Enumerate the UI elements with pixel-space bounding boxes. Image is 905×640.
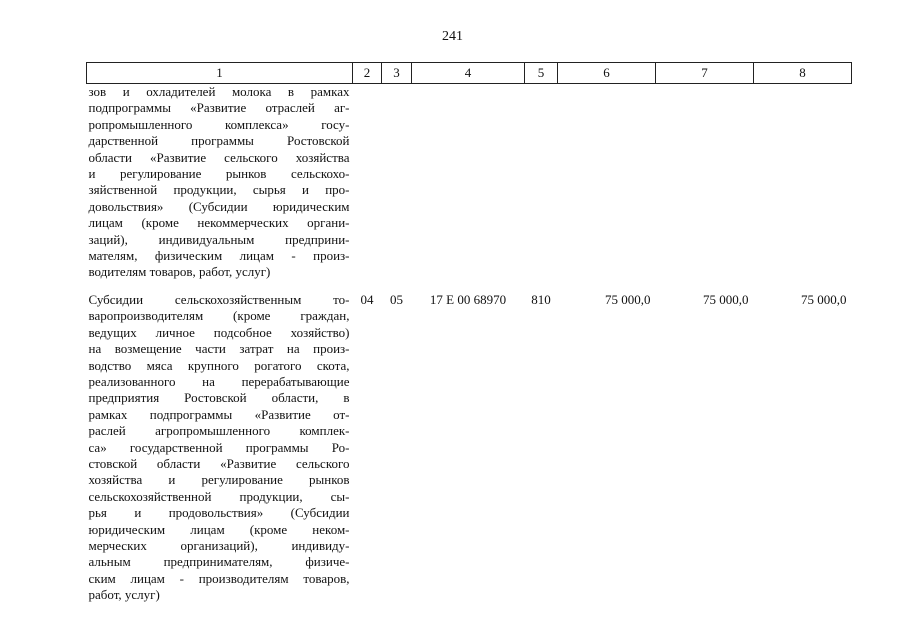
description-line: Субсидии сельскохозяйственным то- bbox=[88, 291, 350, 307]
cell-rz: 04 bbox=[360, 291, 374, 307]
cell-sum-2: 75 000,0 bbox=[703, 291, 749, 307]
description-line: мерческих организаций), индивиду- bbox=[88, 537, 350, 553]
row-description bbox=[87, 84, 353, 285]
row-description bbox=[87, 285, 353, 604]
description-line: рамках подпрограммы «Развитие от- bbox=[88, 406, 350, 422]
description-line: рья и продовольствия» (Субсидии bbox=[88, 505, 350, 521]
table-row bbox=[87, 285, 852, 604]
description-line: водителям товаров, работ, услуг) bbox=[88, 264, 271, 280]
description-line: предприятия Ростовской области, в bbox=[88, 390, 350, 406]
description-line: области «Развитие сельского хозяйства bbox=[88, 149, 350, 165]
header-col-1: 1 bbox=[87, 63, 353, 84]
cell-pr bbox=[382, 84, 412, 285]
description-line: подпрограммы «Развитие отраслей аг- bbox=[88, 100, 350, 116]
description-line: на возмещение части затрат на произ- bbox=[88, 341, 350, 357]
header-col-3: 3 bbox=[382, 63, 412, 84]
description-line: мателям, физическим лицам - произ- bbox=[88, 248, 350, 264]
description-line: юридическим лицам (кроме неком- bbox=[88, 521, 350, 537]
description-line: зяйственной продукции, сырья и про- bbox=[88, 182, 350, 198]
description-line: и регулирование рынков сельскохо- bbox=[88, 166, 350, 182]
table-row bbox=[87, 84, 852, 285]
cell-rz bbox=[353, 84, 382, 285]
cell-sum-3: 75 000,0 bbox=[801, 291, 847, 307]
description-line: дарственной программы Ростовской bbox=[88, 133, 350, 149]
description-line: лицам (кроме некоммерческих органи- bbox=[88, 215, 350, 231]
header-col-5: 5 bbox=[525, 63, 558, 84]
description-line: работ, услуг) bbox=[88, 587, 160, 603]
description-line: заций), индивидуальным предприни- bbox=[88, 231, 350, 247]
header-col-4: 4 bbox=[412, 63, 525, 84]
description-line: реализованного на перерабатывающие bbox=[88, 373, 350, 389]
description-line: ским лицам - производителям товаров, bbox=[88, 570, 350, 586]
description-line: ропромышленного комплекса» госу- bbox=[88, 116, 350, 132]
budget-table bbox=[86, 62, 852, 604]
cell-sum-1: 75 000,0 bbox=[605, 291, 651, 307]
description-line: альным предпринимателям, физиче- bbox=[88, 554, 350, 570]
cell-csr: 17 Е 00 68970 bbox=[429, 291, 507, 307]
header-col-7: 7 bbox=[656, 63, 754, 84]
description-line: са» государственной программы Ро- bbox=[88, 439, 350, 455]
cell-csr bbox=[412, 84, 525, 285]
cell-vr bbox=[525, 84, 558, 285]
cell-sum-1 bbox=[558, 84, 656, 285]
header-col-8: 8 bbox=[754, 63, 852, 84]
description-line: сельскохозяйственной продукции, сы- bbox=[88, 488, 350, 504]
description-line: хозяйства и регулирование рынков bbox=[88, 472, 350, 488]
description-line: раслей агропромышленного комплек- bbox=[88, 423, 350, 439]
description-line: довольствия» (Субсидии юридическим bbox=[88, 198, 350, 214]
description-line: стовской области «Развитие сельского bbox=[88, 455, 350, 471]
page-number: 241 bbox=[442, 29, 463, 44]
header-col-6: 6 bbox=[558, 63, 656, 84]
description-line: ведущих личное подсобное хозяйство) bbox=[88, 324, 350, 340]
cell-pr: 05 bbox=[390, 291, 403, 307]
cell-sum-2 bbox=[656, 84, 754, 285]
description-line: варопроизводителям (кроме граждан, bbox=[88, 308, 350, 324]
cell-vr: 810 bbox=[531, 291, 551, 307]
cell-sum-3 bbox=[754, 84, 852, 285]
description-line: зов и охладителей молока в рамках bbox=[88, 84, 350, 99]
header-col-2: 2 bbox=[353, 63, 382, 84]
description-line: водство мяса крупного рогатого скота, bbox=[88, 357, 350, 373]
table-header-row bbox=[87, 63, 852, 84]
